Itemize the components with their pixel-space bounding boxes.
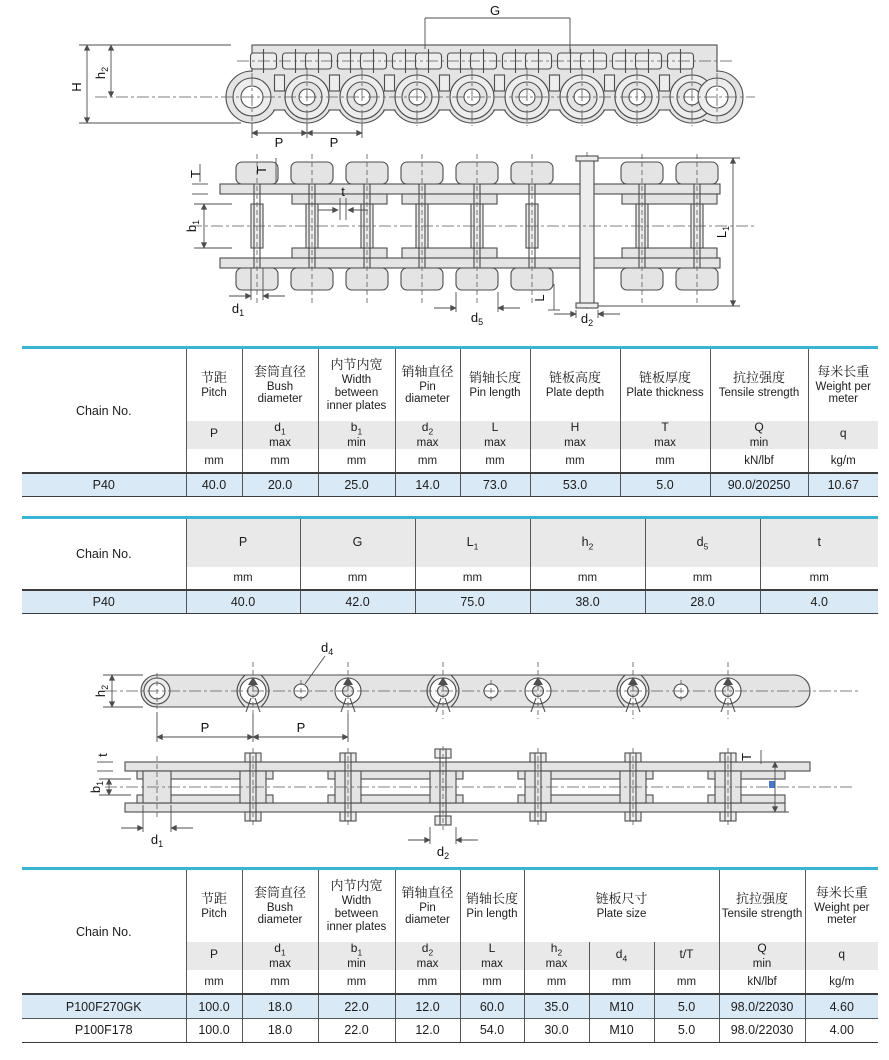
p40-attachment-table-grid: [22, 519, 878, 614]
value-cell: M10: [589, 1018, 654, 1042]
unit-cell: mm: [654, 970, 719, 994]
col-header-pitch: 节距 Pitch: [186, 870, 242, 942]
unit-cell: mm: [186, 449, 242, 473]
value-cell: 18.0: [242, 1018, 318, 1042]
value-cell: 12.0: [395, 1018, 460, 1042]
svg-text:t: t: [341, 184, 345, 199]
chain-no-value: P40: [22, 473, 186, 496]
chain-no-header: Chain No.: [22, 349, 186, 473]
p40-chain-side-view-drawing: [55, 5, 755, 150]
chain-no-value: P100F178: [22, 1018, 186, 1042]
unit-cell: mm: [318, 970, 395, 994]
svg-text:T: T: [739, 753, 754, 761]
col-header-weight: 每米长重 Weight per meter: [808, 349, 878, 421]
value-cell: 100.0: [186, 994, 242, 1018]
svg-text:d2: $d_2$: [580, 311, 594, 328]
chain-body: [105, 662, 860, 719]
svg-text:t: t: [95, 753, 110, 757]
table-row: [22, 473, 878, 496]
unit-cell: mm: [395, 970, 460, 994]
symbol-cell: $d_2$ max: [395, 942, 460, 970]
unit-cell: mm: [589, 970, 654, 994]
value-cell: 4.00: [805, 1018, 878, 1042]
unit-cell: mm: [415, 567, 530, 590]
value-cell: 18.0: [242, 994, 318, 1018]
col-header-bush-diameter: 套筒直径 Bush diameter: [242, 870, 318, 942]
unit-cell: kN/lbf: [719, 970, 805, 994]
table-row: [22, 590, 878, 613]
unit-cell: mm: [620, 449, 710, 473]
value-cell: 40.0: [186, 590, 300, 613]
value-cell: 98.0/22030: [719, 1018, 805, 1042]
table-row: [22, 994, 878, 1018]
chain-no-header: Chain No.: [22, 870, 186, 994]
col-header-inner-width: 内节内宽 Width between inner plates: [318, 870, 395, 942]
symbol-cell: Q min: [719, 942, 805, 970]
unit-cell: mm: [300, 567, 415, 590]
table-row: [22, 1018, 878, 1042]
chain-no-value: P100F270GK: [22, 994, 186, 1018]
value-cell: 22.0: [318, 994, 395, 1018]
symbol-cell: H max: [530, 421, 620, 449]
value-cell: 38.0: [530, 590, 645, 613]
col-header-pin-diameter: 销轴直径 Pin diameter: [395, 349, 460, 421]
col-header-tensile-strength: 抗拉强度 Tensile strength: [710, 349, 808, 421]
unit-cell: mm: [242, 970, 318, 994]
symbol-cell: $d_4$: [589, 942, 654, 970]
svg-text:b1: $b_1$: [88, 780, 105, 794]
unit-cell: kg/m: [805, 970, 878, 994]
p100-spec-table: [22, 867, 878, 1043]
value-cell: 53.0: [530, 473, 620, 496]
p100-chain-plan-view-drawing: [85, 748, 885, 860]
svg-text:h2: $h_2$: [93, 684, 110, 698]
value-cell: 35.0: [524, 994, 589, 1018]
dimension-t: [95, 753, 113, 771]
value-cell: 60.0: [460, 994, 524, 1018]
svg-text:d1: $d_1$: [231, 301, 245, 318]
value-cell: 40.0: [186, 473, 242, 496]
symbol-cell: $d_1$ max: [242, 942, 318, 970]
unit-cell: kN/lbf: [710, 449, 808, 473]
col-header-plate-thickness: 链板厚度 Plate thickness: [620, 349, 710, 421]
value-cell: 54.0: [460, 1018, 524, 1042]
svg-text:G: G: [489, 3, 501, 18]
col-header-pin-length: 销轴长度 Pin length: [460, 349, 530, 421]
symbol-header: t: [760, 519, 878, 567]
col-header-bush-diameter: 套筒直径 Bush diameter: [242, 349, 318, 421]
svg-text:d5: $d_5$: [470, 310, 484, 327]
unit-cell: mm: [524, 970, 589, 994]
value-cell: 42.0: [300, 590, 415, 613]
value-cell: 20.0: [242, 473, 318, 496]
p40-attachment-table: [22, 516, 878, 614]
svg-text:d1: $d_1$: [150, 832, 164, 849]
unit-cell: mm: [530, 449, 620, 473]
value-cell: 5.0: [620, 473, 710, 496]
col-header-pin-diameter: 销轴直径 Pin diameter: [395, 870, 460, 942]
value-cell: M10: [589, 994, 654, 1018]
svg-text:L1: $L_1$: [714, 225, 731, 239]
symbol-cell: L max: [460, 942, 524, 970]
value-cell: 4.0: [760, 590, 878, 613]
chain-no-header: Chain No.: [22, 519, 186, 590]
value-cell: 5.0: [654, 994, 719, 1018]
svg-text:L: L: [532, 294, 547, 302]
svg-text:T: T: [188, 170, 203, 178]
unit-cell: mm: [760, 567, 878, 590]
dimension-p: [252, 123, 362, 150]
svg-text:P: P: [329, 135, 339, 150]
dimension-d5: [434, 292, 520, 327]
svg-text:H: H: [69, 82, 84, 92]
p40-spec-table-grid: [22, 349, 878, 497]
symbol-cell: $d_1$ max: [242, 421, 318, 449]
unit-cell: mm: [530, 567, 645, 590]
value-cell: 25.0: [318, 473, 395, 496]
p100-chain-side-view-drawing: [85, 638, 885, 750]
unit-cell: mm: [318, 449, 395, 473]
col-header-pitch: 节距 Pitch: [186, 349, 242, 421]
value-cell: 22.0: [318, 1018, 395, 1042]
value-cell: 28.0: [645, 590, 760, 613]
dimension-p: [157, 712, 348, 742]
symbol-cell: P: [186, 421, 242, 449]
value-cell: 12.0: [395, 994, 460, 1018]
symbol-cell: $b_1$ min: [318, 942, 395, 970]
unit-cell: mm: [186, 567, 300, 590]
col-header-plate-size: 链板尺寸 Plate size: [524, 870, 719, 942]
symbol-cell: q: [805, 942, 878, 970]
p40-spec-table: [22, 346, 878, 497]
unit-cell: mm: [395, 449, 460, 473]
unit-cell: mm: [186, 970, 242, 994]
col-header-inner-width: 内节内宽 Width between inner plates: [318, 349, 395, 421]
symbol-cell: L max: [460, 421, 530, 449]
symbol-header: $d_5$: [645, 519, 760, 567]
symbol-cell: P: [186, 942, 242, 970]
svg-text:P: P: [296, 720, 306, 735]
unit-cell: mm: [460, 449, 530, 473]
value-cell: 98.0/22030: [719, 994, 805, 1018]
svg-text:P: P: [274, 135, 284, 150]
blue-mark: [769, 781, 775, 788]
value-cell: 5.0: [654, 1018, 719, 1042]
svg-text:d2: $d_2$: [436, 844, 450, 861]
p40-chain-plan-view-drawing: [180, 152, 765, 328]
symbol-cell: $b_1$ min: [318, 421, 395, 449]
unit-cell: mm: [460, 970, 524, 994]
col-header-weight: 每米长重 Weight per meter: [805, 870, 878, 942]
cross-members: [143, 746, 741, 830]
symbol-cell: t/T: [654, 942, 719, 970]
value-cell: 30.0: [524, 1018, 589, 1042]
symbol-header: $L_1$: [415, 519, 530, 567]
p100-spec-table-grid: [22, 870, 878, 1043]
value-cell: 14.0: [395, 473, 460, 496]
unit-cell: kg/m: [808, 449, 878, 473]
dimension-d2: [408, 827, 478, 861]
svg-text:P: P: [200, 720, 210, 735]
value-cell: 90.0/20250: [710, 473, 808, 496]
svg-text:b1: $b_1$: [184, 219, 201, 233]
svg-text:h2: $h_2$: [93, 66, 110, 80]
col-header-tensile-strength: 抗拉强度 Tensile strength: [719, 870, 805, 942]
col-header-pin-length: 销轴长度 Pin length: [460, 870, 524, 942]
symbol-cell: $h_2$ max: [524, 942, 589, 970]
col-header-plate-depth: 链板高度 Plate depth: [530, 349, 620, 421]
symbol-cell: T max: [620, 421, 710, 449]
symbol-cell: q: [808, 421, 878, 449]
chain-no-value: P40: [22, 590, 186, 613]
unit-cell: mm: [645, 567, 760, 590]
value-cell: 10.67: [808, 473, 878, 496]
symbol-header: G: [300, 519, 415, 567]
symbol-header: $h_2$: [530, 519, 645, 567]
symbol-header: P: [186, 519, 300, 567]
value-cell: 100.0: [186, 1018, 242, 1042]
unit-cell: mm: [242, 449, 318, 473]
symbol-cell: $d_2$ max: [395, 421, 460, 449]
value-cell: 4.60: [805, 994, 878, 1018]
svg-text:d4: $d_4$: [321, 640, 334, 657]
svg-text:T: T: [254, 166, 269, 174]
dimension-d2: [554, 310, 620, 328]
symbol-cell: Q min: [710, 421, 808, 449]
value-cell: 73.0: [460, 473, 530, 496]
dimension-h: [69, 45, 241, 123]
roller-columns: [236, 154, 718, 306]
value-cell: 75.0: [415, 590, 530, 613]
dimension-t-left: [188, 164, 208, 194]
dimension-h2: [93, 45, 111, 97]
dimension-l1: [598, 158, 740, 306]
connecting-pin: [576, 152, 598, 312]
